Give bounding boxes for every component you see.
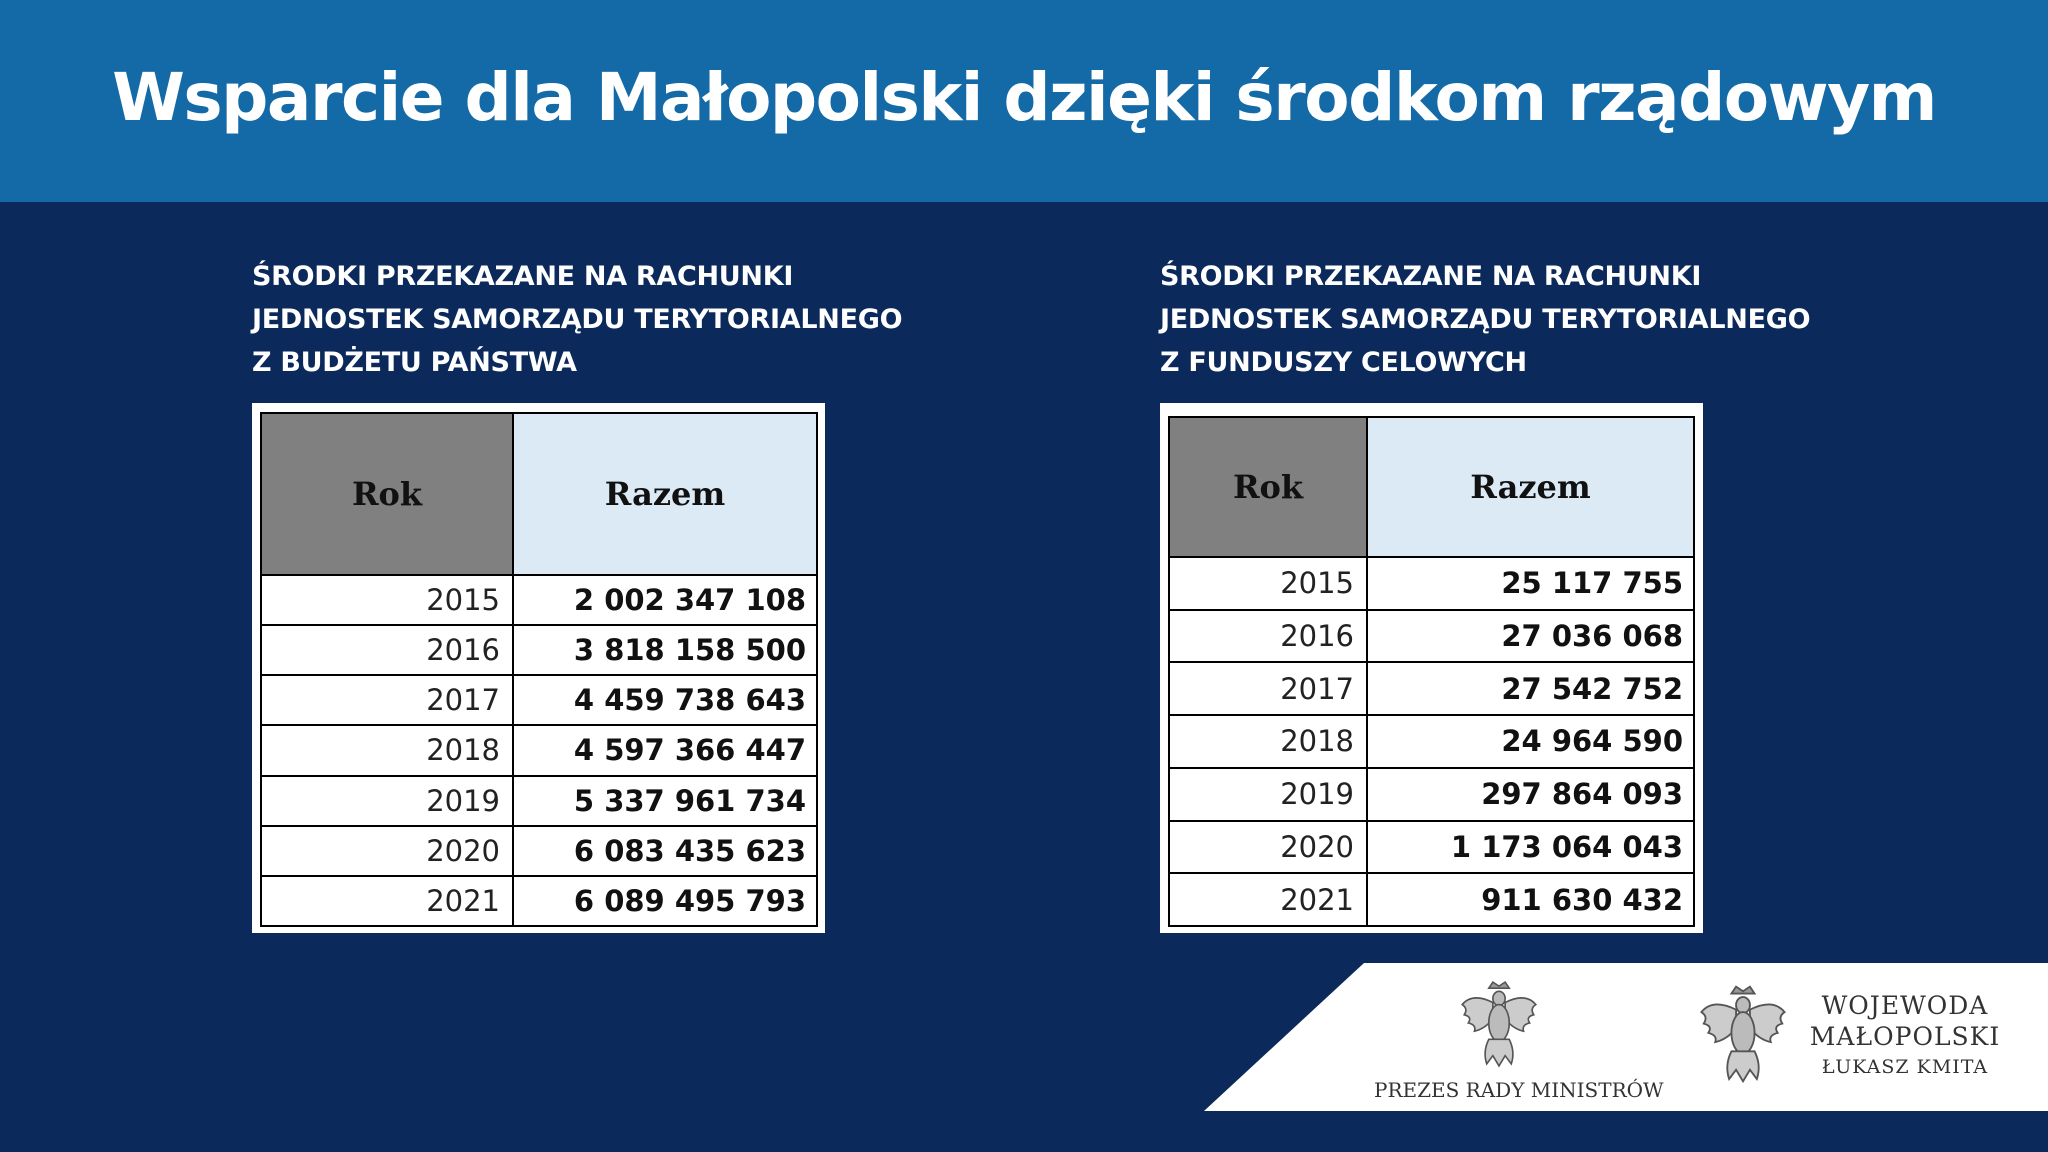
target-funds-table [1168, 416, 1695, 927]
year-cell: 2020 [1169, 821, 1367, 874]
left-caption-line: ŚRODKI PRZEKAZANE NA RACHUNKI [252, 261, 794, 292]
table-row [1169, 610, 1694, 663]
value-cell: 5 337 961 734 [513, 776, 817, 826]
value-cell: 3 818 158 500 [513, 625, 817, 675]
column-header-razem: Razem [1367, 417, 1694, 557]
eagle-emblem-icon [1458, 978, 1540, 1070]
budget-funds-table [260, 412, 818, 927]
right-table-caption [1160, 255, 1810, 384]
value-cell: 25 117 755 [1367, 557, 1694, 610]
value-cell: 6 083 435 623 [513, 826, 817, 876]
year-cell: 2018 [1169, 715, 1367, 768]
left-caption-line: JEDNOSTEK SAMORZĄDU TERYTORIALNEGO [252, 304, 903, 335]
left-table-caption [252, 255, 902, 384]
title-banner [0, 0, 2048, 202]
eagle-emblem-icon [1696, 982, 1790, 1086]
year-cell: 2017 [261, 675, 513, 725]
table-row [261, 725, 817, 775]
table-row [261, 675, 817, 725]
right-caption-line: Z FUNDUSZY CELOWYCH [1160, 347, 1527, 378]
year-cell: 2020 [261, 826, 513, 876]
value-cell: 6 089 495 793 [513, 876, 817, 926]
right-caption-line: JEDNOSTEK SAMORZĄDU TERYTORIALNEGO [1160, 304, 1811, 335]
year-cell: 2015 [261, 575, 513, 625]
table-row [261, 575, 817, 625]
left-caption-line: Z BUDŻETU PAŃSTWA [252, 347, 577, 378]
voivode-name: ŁUKASZ KMITA [1821, 1056, 1989, 1078]
value-cell: 911 630 432 [1367, 873, 1694, 926]
right-caption-line: ŚRODKI PRZEKAZANE NA RACHUNKI [1160, 261, 1702, 292]
value-cell: 27 542 752 [1367, 662, 1694, 715]
value-cell: 2 002 347 108 [513, 575, 817, 625]
year-cell: 2019 [1169, 768, 1367, 821]
table-row [1169, 821, 1694, 874]
table-row [261, 826, 817, 876]
table-row [1169, 557, 1694, 610]
table-header-row [1169, 417, 1694, 557]
voivode-title: WOJEWODA [1821, 991, 1989, 1020]
year-cell: 2018 [261, 725, 513, 775]
value-cell: 24 964 590 [1367, 715, 1694, 768]
year-cell: 2016 [261, 625, 513, 675]
value-cell: 1 173 064 043 [1367, 821, 1694, 874]
voivode-label [1800, 990, 2010, 1082]
year-cell: 2021 [261, 876, 513, 926]
value-cell: 27 036 068 [1367, 610, 1694, 663]
value-cell: 4 459 738 643 [513, 675, 817, 725]
value-cell: 4 597 366 447 [513, 725, 817, 775]
table-header-row [261, 413, 817, 575]
prime-minister-label: PREZES RADY MINISTRÓW [1374, 1078, 1664, 1102]
left-table-card [252, 403, 825, 933]
value-cell: 297 864 093 [1367, 768, 1694, 821]
column-header-rok: Rok [1169, 417, 1367, 557]
column-header-razem: Razem [513, 413, 817, 575]
table-row [261, 776, 817, 826]
table-row [1169, 873, 1694, 926]
table-row [1169, 768, 1694, 821]
year-cell: 2015 [1169, 557, 1367, 610]
table-row [261, 876, 817, 926]
year-cell: 2016 [1169, 610, 1367, 663]
voivode-region: MAŁOPOLSKI [1809, 1022, 2001, 1051]
year-cell: 2021 [1169, 873, 1367, 926]
page-title: Wsparcie dla Małopolski dzięki środkom rządowym [112, 58, 1936, 136]
column-header-rok: Rok [261, 413, 513, 575]
table-row [1169, 662, 1694, 715]
right-table-card [1160, 403, 1703, 933]
year-cell: 2019 [261, 776, 513, 826]
year-cell: 2017 [1169, 662, 1367, 715]
table-row [1169, 715, 1694, 768]
table-row [261, 625, 817, 675]
